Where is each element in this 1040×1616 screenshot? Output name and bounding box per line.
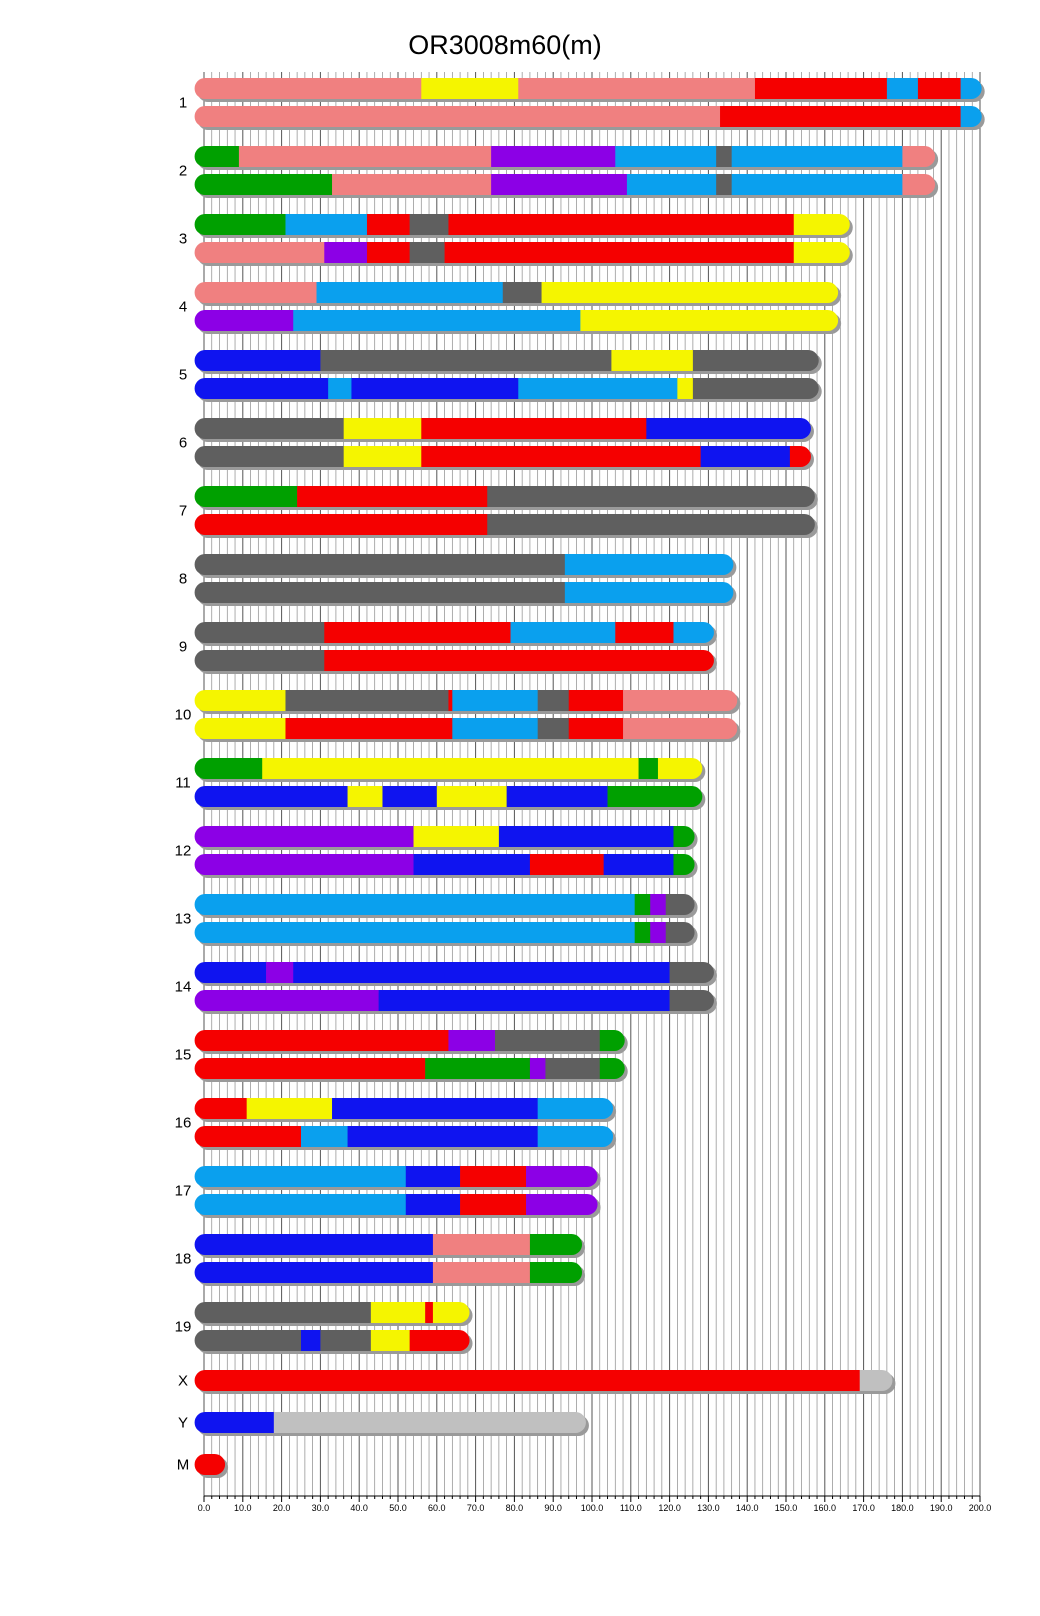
haplotype-segment [285,690,448,711]
haplotype-7-2 [195,514,816,535]
chromosome-16 [175,1098,616,1150]
haplotype-segment [511,622,616,643]
haplotype-segment [410,214,449,235]
haplotype-segment [580,310,838,331]
haplotype-segment [518,378,677,399]
haplotype-segment [677,378,693,399]
haplotype-segment [545,1058,600,1079]
haplotype-16-1 [195,1098,614,1119]
haplotype-segment [650,894,666,915]
haplotype-5-2 [195,378,819,399]
haplotype-segment [344,446,422,467]
haplotype-segment [538,1098,614,1119]
haplotype-segment [437,786,507,807]
haplotype-segment [344,418,422,439]
haplotype-1-2 [195,106,982,127]
haplotype-segment [615,146,716,167]
haplotype-segment [320,1330,371,1351]
haplotype-segment [569,690,624,711]
haplotype-4-1 [195,282,839,303]
haplotype-segment [611,350,693,371]
x-tick-label: 20.0 [272,1503,291,1513]
haplotype-segment [670,990,715,1011]
haplotype-segment [317,282,504,303]
haplotype-segment [195,282,317,303]
haplotype-segment [262,758,639,779]
chromosome-label: 12 [174,842,192,860]
haplotype-segment [615,622,674,643]
haplotype-segment [600,1030,625,1051]
x-tick-label: 200.0 [968,1503,992,1513]
haplotype-segment [367,242,410,263]
chromosome-7 [179,486,818,538]
haplotype-15-1 [195,1030,625,1051]
haplotype-segment [266,962,293,983]
haplotype-segment [433,1262,530,1283]
haplotype-segment [332,1098,538,1119]
chromosome-18 [175,1234,585,1286]
haplotype-7-1 [195,486,816,507]
haplotype-13-1 [195,894,695,915]
haplotype-segment [639,758,659,779]
x-tick-label: 70.0 [466,1503,485,1513]
haplotype-segment [421,446,701,467]
x-tick-label: 0.0 [197,1503,211,1513]
haplotype-segment [425,1302,433,1323]
chromosome-14 [175,962,717,1014]
haplotype-segment [332,174,491,195]
haplotype-segment [297,486,301,507]
haplotype-12-2 [195,854,695,875]
haplotype-segment [285,718,452,739]
haplotype-18-2 [195,1262,583,1283]
haplotype-10-2 [195,718,738,739]
haplotype-segment [448,214,794,235]
chromosome-label: 17 [174,1182,192,1200]
chromosome-label: Y [177,1414,189,1432]
chromosome-label: 11 [175,774,191,792]
haplotype-segment [452,690,538,711]
haplotype-3-1 [195,214,851,235]
haplotype-segment [650,922,666,943]
haplotype-segment [320,350,611,371]
haplotype-segment [195,854,414,875]
haplotype-segment [902,174,935,195]
haplotype-segment [195,1194,407,1215]
haplotype-segment [406,1166,461,1187]
haplotype-segment [425,1058,530,1079]
haplotype-14-2 [195,990,715,1011]
haplotype-segment [860,1370,893,1391]
haplotype-8-1 [195,554,734,575]
haplotype-segment [433,1302,470,1323]
chromosome-4 [179,282,841,334]
haplotype-segment [351,378,518,399]
haplotype-segment [542,282,839,303]
haplotype-segment [491,174,627,195]
haplotype-segment [526,1194,598,1215]
haplotype-segment [406,1194,461,1215]
haplotype-segment [460,1194,526,1215]
haplotype-segment [410,242,445,263]
chromosome-label: 16 [174,1114,192,1132]
haplotype-segment [720,106,961,127]
haplotype-segment [491,146,615,167]
x-tick-label: 180.0 [891,1503,914,1513]
haplotype-segment [693,378,819,399]
haplotype-segment [293,962,670,983]
x-tick-label: 190.0 [929,1503,953,1513]
haplotype-segment [195,1126,302,1147]
haplotype-segment [701,446,791,467]
haplotype-17-2 [195,1194,598,1215]
haplotype-segment [666,894,695,915]
haplotype-3-2 [195,242,851,263]
haplotype-segment [460,1166,526,1187]
haplotype-segment [433,1234,530,1255]
haplotype-segment [195,446,344,467]
haplotype-segment [195,1058,426,1079]
haplotype-segment [794,242,850,263]
chromosome-label: 4 [178,298,188,316]
haplotype-segment [195,1370,860,1391]
x-tick-label: 100.0 [580,1503,604,1513]
x-tick-label: 30.0 [311,1503,330,1513]
haplotype-segment [285,214,367,235]
haplotype-segment [623,718,738,739]
haplotype-segment [195,1234,434,1255]
haplotype-segment [716,146,732,167]
haplotype-segment [195,990,379,1011]
haplotype-16-2 [195,1126,614,1147]
haplotype-segment [507,786,608,807]
haplotype-19-2 [195,1330,470,1351]
haplotype-segment [195,622,325,643]
haplotype-segment [646,418,811,439]
haplotype-segment [195,894,635,915]
haplotype-segment [195,146,240,167]
x-tick-label: 140.0 [735,1503,759,1513]
haplotype-12-1 [195,826,695,847]
chromosome-label: 8 [178,570,188,588]
haplotype-segment [274,1412,586,1433]
haplotype-segment [247,1098,333,1119]
haplotype-segment [195,174,333,195]
haplotype-segment [348,1126,538,1147]
chromosome-label: 3 [178,230,188,248]
chromosome-Y [178,1412,589,1436]
chromosome-11 [175,758,705,810]
chart-title: OR3008m60(m) [408,30,602,60]
haplotype-9-1 [195,622,715,643]
haplotype-segment [421,418,646,439]
haplotype-segment [794,214,850,235]
haplotype-segment [755,78,887,99]
haplotype-segment [635,894,651,915]
haplotype-segment [382,786,437,807]
haplotype-segment [324,650,714,671]
haplotype-segment [658,758,703,779]
haplotype-segment [195,962,267,983]
haplotype-segment [565,582,734,603]
haplotype-segment [195,418,344,439]
haplotype-segment [732,174,903,195]
haplotype-segment [195,922,635,943]
chromosome-label: 18 [174,1250,192,1268]
haplotype-segment [195,554,566,575]
chromosome-X [178,1370,895,1394]
haplotype-segment [195,1302,372,1323]
haplotype-segment [195,486,298,507]
chromosome-label: 6 [178,434,188,452]
haplotype-segment [902,146,935,167]
haplotype-15-2 [195,1058,625,1079]
haplotype-5-1 [195,350,819,371]
haplotype-segment [328,378,352,399]
haplotype-segment [195,582,566,603]
chromosome-2 [179,146,938,198]
x-tick-label: 50.0 [389,1503,407,1513]
chromosome-label: 10 [174,706,192,724]
haplotype-segment [670,962,715,983]
haplotype-segment [195,1030,449,1051]
haplotype-segment [195,242,325,263]
haplotype-segment [414,854,531,875]
chromosome-label: 13 [174,910,192,928]
haplotype-8-2 [195,582,734,603]
haplotype-segment [918,78,961,99]
haplotype-segment [604,854,674,875]
chromosome-label: X [177,1372,189,1390]
haplotype-segment [530,1262,582,1283]
chromosome-17 [175,1166,601,1218]
haplotype-segment [195,514,488,535]
chromosome-13 [175,894,698,946]
chromosome-5 [179,350,822,402]
haplotype-segment [195,690,286,711]
haplotype-segment [538,1126,614,1147]
haplotype-segment [693,350,819,371]
haplotype-segment [195,214,286,235]
haplotype-segment [487,486,815,507]
haplotype-segment [518,78,755,99]
chromosome-label: 2 [178,162,188,180]
haplotype-segment [448,690,452,711]
haplotype-segment [324,242,367,263]
haplotype-18-1 [195,1234,583,1255]
chromosome-label: 15 [174,1046,192,1064]
haplotype-segment [195,786,348,807]
haplotype-segment [195,1454,226,1475]
haplotype-segment [195,1166,407,1187]
haplotype-segment [623,690,738,711]
haplotype-segment [195,106,721,127]
chromosome-label: 7 [178,502,188,520]
chromosome-label: 19 [174,1318,192,1336]
haplotype-segment [195,1098,247,1119]
chromosome-label: M [176,1456,190,1474]
haplotype-segment [301,486,488,507]
haplotype-segment [301,1330,321,1351]
haplotype-6-1 [195,418,812,439]
x-tick-label: 170.0 [852,1503,875,1513]
haplotype-segment [499,826,674,847]
haplotype-segment [195,350,321,371]
haplotype-segment [627,174,717,195]
haplotype-segment [600,1058,625,1079]
haplotype-1-1 [195,78,982,99]
haplotype-segment [487,514,815,535]
x-tick-label: 130.0 [697,1503,720,1513]
haplotype-segment [445,242,795,263]
x-tick-label: 90.0 [544,1503,562,1513]
chromosome-3 [179,214,853,266]
haplotype-segment [195,378,329,399]
haplotype-6-2 [195,446,812,467]
haplotype-segment [195,650,325,671]
haplotype-segment [673,622,714,643]
haplotype-segment [293,310,580,331]
haplotype-segment [565,554,734,575]
chromosome-9 [179,622,717,674]
x-tick-label: 110.0 [619,1503,642,1513]
haplotype-segment [195,758,263,779]
haplotype-segment [195,718,286,739]
haplotype-segment [195,1412,275,1433]
haplotype-segment [239,146,491,167]
haplotype-segment [495,1030,600,1051]
haplotype-X-1 [195,1370,893,1391]
haplotype-segment [414,826,500,847]
x-tick-label: 150.0 [774,1503,798,1513]
chromosome-12 [175,826,698,878]
haplotype-segment [732,146,903,167]
haplotype-Y-1 [195,1412,587,1433]
x-tick-label: 80.0 [505,1503,524,1513]
chromosome-10 [175,690,741,742]
haplotype-segment [452,718,538,739]
haplotype-10-1 [195,690,738,711]
haplotype-segment [569,718,624,739]
haplotype-19-1 [195,1302,470,1323]
haplotype-segment [538,718,569,739]
chromosome-label: 1 [178,94,188,112]
haplotype-17-1 [195,1166,598,1187]
haplotype-14-1 [195,962,715,983]
haplotype-segment [887,78,918,99]
x-tick-label: 40.0 [350,1503,368,1513]
haplotype-segment [530,1058,546,1079]
haplotype-13-2 [195,922,695,943]
x-tick-label: 160.0 [813,1503,837,1513]
x-tick-label: 120.0 [658,1503,681,1513]
haplotype-segment [195,826,414,847]
haplotype-segment [195,310,294,331]
chromosome-label: 5 [178,366,188,384]
chromosome-label: 14 [174,978,192,996]
haplotype-2-2 [195,174,936,195]
haplotype-segment [716,174,732,195]
haplotype-segment [421,78,518,99]
haplotype-segment [195,1262,434,1283]
haplotype-segment [371,1330,410,1351]
haplotype-segment [635,922,651,943]
x-tick-label: 10.0 [234,1503,252,1513]
haplotype-segment [526,1166,598,1187]
haplotype-segment [608,786,703,807]
haplotype-segment [666,922,695,943]
haplotype-segment [195,78,422,99]
haplotype-segment [324,622,511,643]
chromosome-8 [179,554,737,606]
haplotype-11-2 [195,786,703,807]
haplotype-11-1 [195,758,703,779]
haplotype-segment [367,214,410,235]
haplotype-segment [371,1302,426,1323]
haplotype-segment [195,1330,302,1351]
haplotype-segment [530,1234,582,1255]
haplotype-4-2 [195,310,839,331]
haplotype-M-1 [195,1454,226,1475]
haplotype-segment [410,1330,470,1351]
haplotype-9-2 [195,650,715,671]
haplotype-2-1 [195,146,936,167]
haplotype-segment [301,1126,348,1147]
x-tick-label: 60.0 [428,1503,446,1513]
haplotype-segment [379,990,670,1011]
chromosome-M [177,1454,228,1478]
chromosome-label: 9 [178,638,188,656]
haplotype-segment [538,690,569,711]
haplotype-segment [448,1030,495,1051]
x-axis [198,1496,992,1513]
haplotype-segment [530,854,604,875]
haplotype-segment [503,282,542,303]
haplotype-segment [348,786,383,807]
